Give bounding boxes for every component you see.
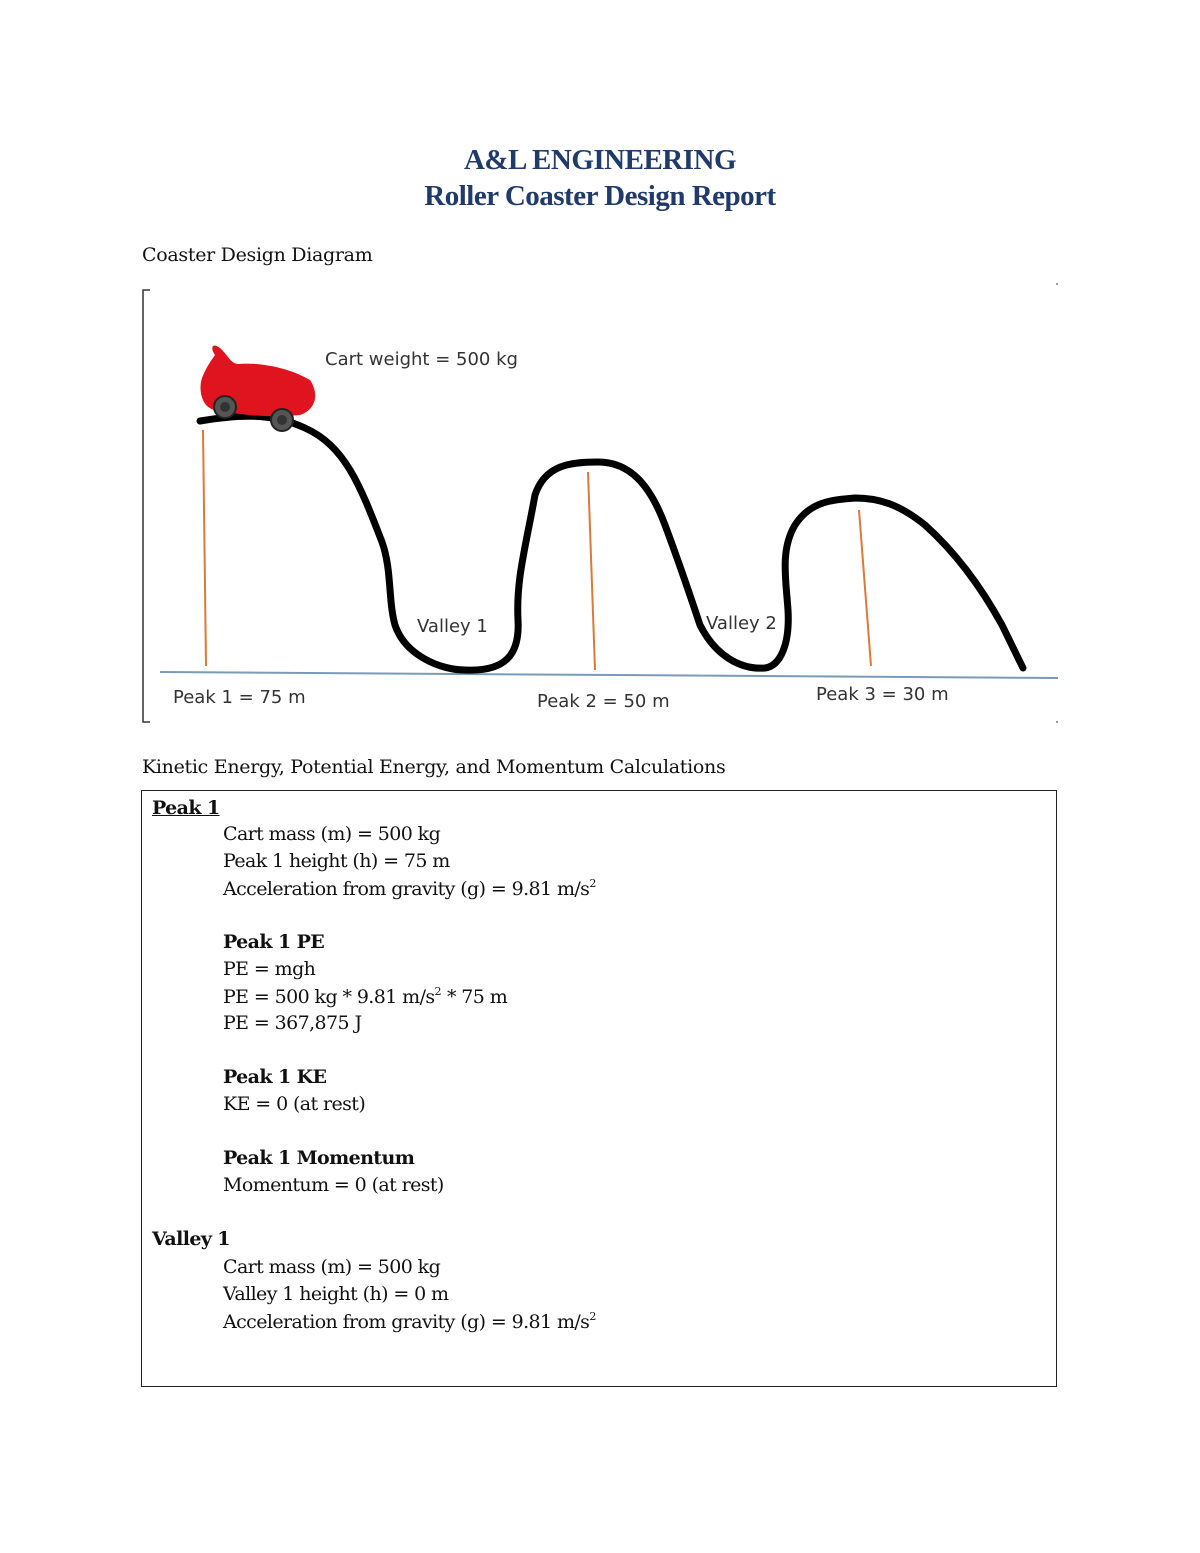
ground-line xyxy=(160,672,1058,678)
valley2-label: Valley 2 xyxy=(706,613,777,634)
peak1-pe-substitution: PE = 500 kg * 9.81 $m/s^2 * 75$ m xyxy=(223,985,508,1008)
coaster-track xyxy=(200,416,1023,670)
peak1-pe-title: Peak 1 PE xyxy=(223,931,325,953)
peak1-gravity: Acceleration from gravity (g) = 9.81 $m/s^2$ xyxy=(223,877,597,900)
company-title: A&L ENGINEERING xyxy=(463,144,737,176)
calculations-heading: Kinetic Energy, Potential Energy, and Momentum Calculations xyxy=(142,756,726,778)
coaster-diagram xyxy=(140,280,1060,726)
peak2-height-marker xyxy=(588,472,595,670)
peak1-pe-result: PE = 367,875 J xyxy=(223,1012,362,1034)
frame-corner-marks xyxy=(143,290,150,722)
peak1-pe-formula: PE = mgh xyxy=(223,958,316,980)
frame-dot-bottom xyxy=(1056,721,1058,723)
report-title: Roller Coaster Design Report xyxy=(424,180,776,212)
peak1-section-title: Peak 1 xyxy=(152,797,220,819)
valley1-gravity: Acceleration from gravity (g) = 9.81 $m/s^2$ xyxy=(223,1310,597,1333)
cart-weight-label: Cart weight = 500 kg xyxy=(325,349,518,370)
calculations-box xyxy=(141,790,1057,1387)
frame-dot-top xyxy=(1056,283,1058,285)
peak2-label: Peak 2 = 50 m xyxy=(537,691,670,712)
peak1-label: Peak 1 = 75 m xyxy=(173,687,306,708)
peak3-label: Peak 3 = 30 m xyxy=(816,684,949,705)
peak1-momentum-title: Peak 1 Momentum xyxy=(223,1147,415,1169)
valley1-label: Valley 1 xyxy=(417,616,488,637)
diagram-heading: Coaster Design Diagram xyxy=(142,244,373,266)
peak1-ke-value: KE = 0 (at rest) xyxy=(223,1093,366,1115)
peak1-height: Peak 1 height (h) = 75 m xyxy=(223,850,450,872)
peak3-height-marker xyxy=(859,510,871,666)
peak1-momentum-value: Momentum = 0 (at rest) xyxy=(223,1174,444,1196)
peak1-ke-title: Peak 1 KE xyxy=(223,1066,327,1088)
peak1-mass: Cart mass (m) = 500 kg xyxy=(223,823,441,845)
valley1-height: Valley 1 height (h) = 0 m xyxy=(223,1283,449,1305)
peak1-height-marker xyxy=(203,430,206,666)
valley1-section-title: Valley 1 xyxy=(152,1228,230,1250)
valley1-mass: Cart mass (m) = 500 kg xyxy=(223,1256,441,1278)
